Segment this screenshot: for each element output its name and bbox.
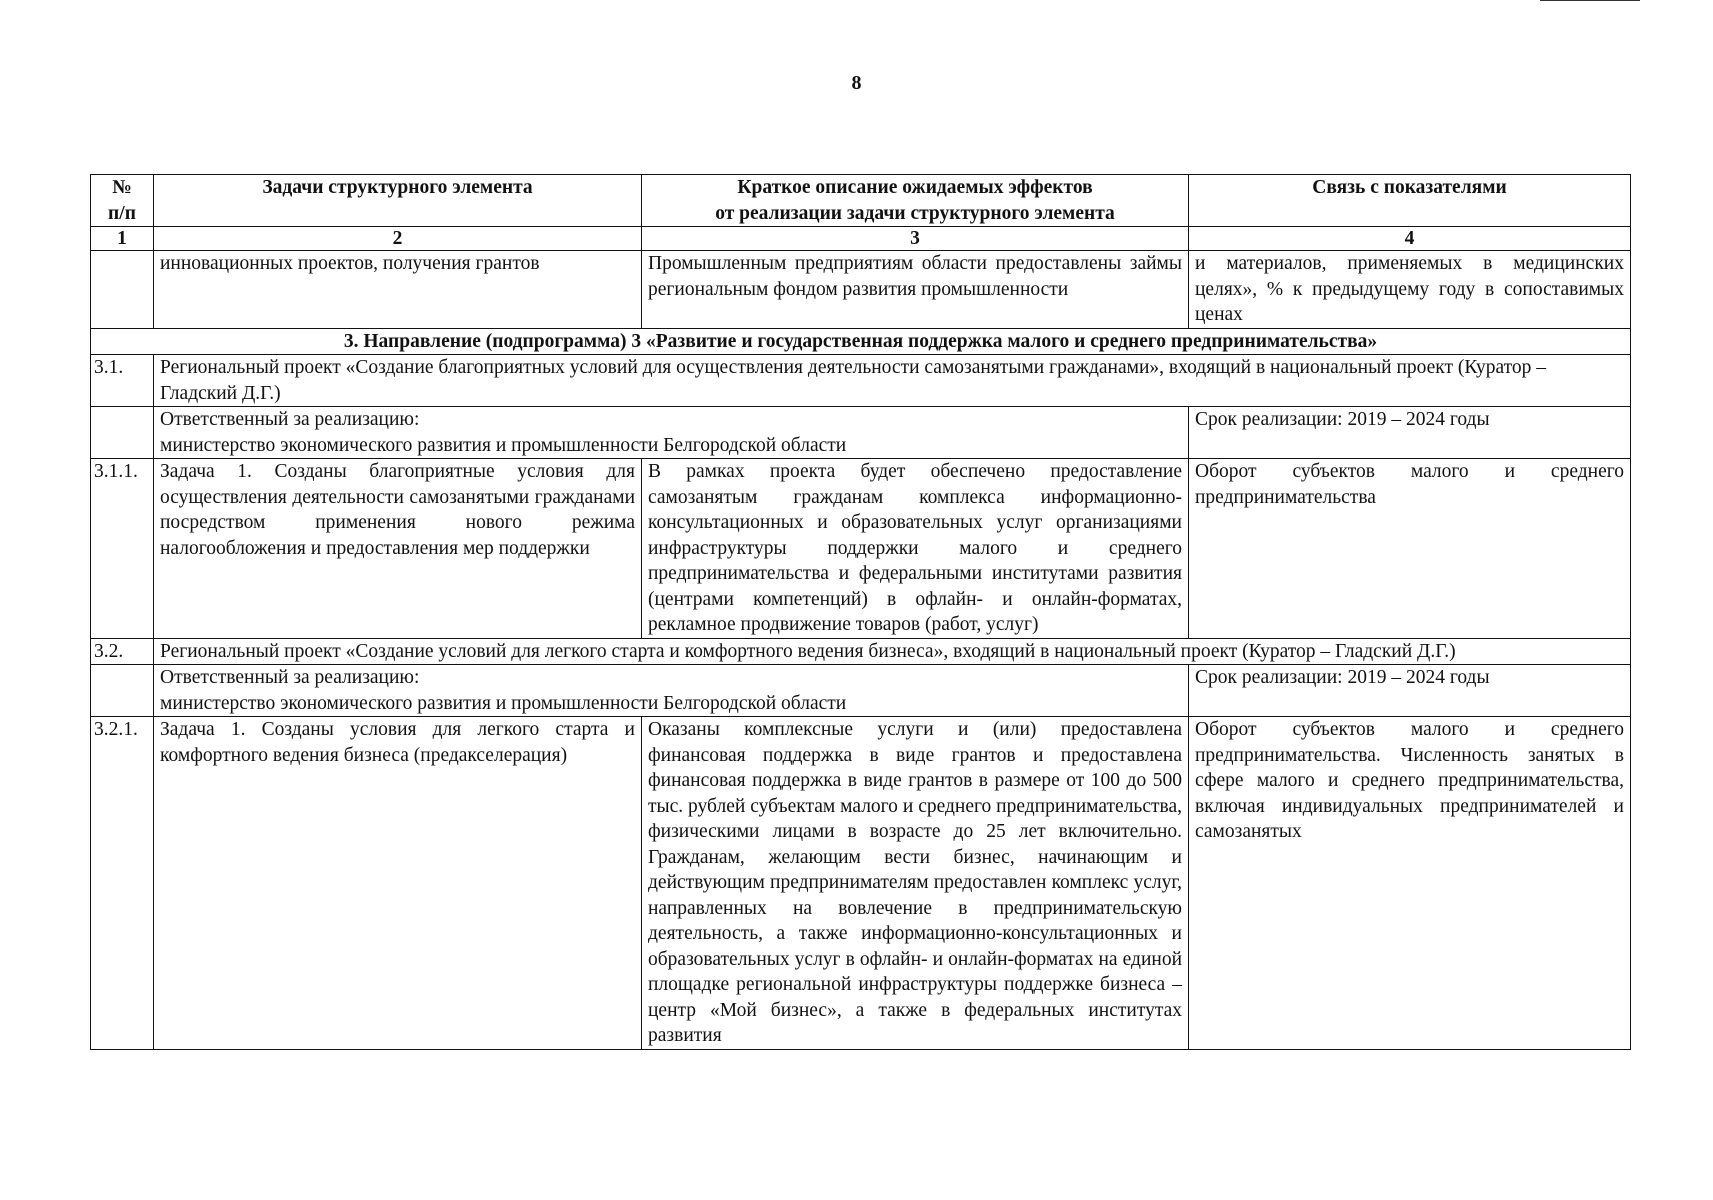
column-number-row bbox=[91, 227, 1631, 251]
row-number-empty bbox=[91, 251, 154, 329]
structural-elements-table bbox=[90, 174, 1631, 1050]
responsible-cell bbox=[154, 665, 1189, 717]
row-number: 3.1.1. bbox=[91, 459, 154, 639]
task-cell: Задача 1. Созданы условия для легкого старта и комфортного ведения бизнеса (предакселерация) bbox=[154, 717, 642, 1050]
implementation-term: Срок реализации: 2019 – 2024 годы bbox=[1189, 665, 1631, 717]
task-cell: Задача 1. Созданы благоприятные условия для осуществления деятельности самозанятыми гражданами посредством применения нового режима налогообложения и предоставления мер поддержки bbox=[154, 459, 642, 639]
responsible-label: Ответственный за реализацию: bbox=[160, 667, 420, 688]
page-number: 8 bbox=[851, 72, 862, 94]
column-number-2: 2 bbox=[154, 227, 642, 251]
responsible-label: Ответственный за реализацию: bbox=[160, 409, 420, 430]
header-tasks: Задачи структурного элемента bbox=[154, 175, 642, 227]
table-row-continuation bbox=[91, 251, 1631, 329]
indicator-cell: Оборот субъектов малого и среднего предпринимательства bbox=[1189, 459, 1631, 639]
project-description: Региональный проект «Создание благоприятных условий для осуществления деятельности самозанятыми гражданами», входящий в национальный проект (Куратор – Гладский Д.Г.) bbox=[154, 355, 1631, 407]
responsible-row-3-1 bbox=[91, 407, 1631, 459]
column-number-3: 3 bbox=[642, 227, 1189, 251]
header-effects-line2: от реализации задачи структурного элемента bbox=[715, 202, 1115, 224]
project-description: Региональный проект «Создание условий для легкого старта и комфортного ведения бизнеса», входящий в национальный проект (Куратор – Гладский Д.Г.) bbox=[154, 638, 1631, 665]
project-row-3-2 bbox=[91, 638, 1631, 665]
responsible-row-3-2 bbox=[91, 665, 1631, 717]
row-number: 3.2.1. bbox=[91, 717, 154, 1050]
implementation-term: Срок реализации: 2019 – 2024 годы bbox=[1189, 407, 1631, 459]
row-number: 3.1. bbox=[91, 355, 154, 407]
table-header-row bbox=[91, 175, 1631, 227]
top-edge-rule bbox=[1540, 0, 1640, 1]
task-cell: инновационных проектов, получения грантов bbox=[154, 251, 642, 329]
row-number: 3.2. bbox=[91, 638, 154, 665]
effect-cell: В рамках проекта будет обеспечено предоставление самозанятым гражданам комплекса информационно-консультационных и образовательных услуг организациями инфраструктуры поддержки малого и среднего предпринимательства и федеральными институтами развития (центрами компетенций) в офлайн- и онлайн-форматах, рекламное продвижение товаров (работ, услуг) bbox=[642, 459, 1189, 639]
responsible-cell bbox=[154, 407, 1189, 459]
project-row-3-1 bbox=[91, 355, 1631, 407]
indicator-cell: Оборот субъектов малого и среднего предпринимательства. Численность занятых в сфере малого и среднего предпринимательства, включая индивидуальных предпринимателей и самозанятых bbox=[1189, 717, 1631, 1050]
row-number-empty bbox=[91, 407, 154, 459]
header-effects bbox=[642, 175, 1189, 227]
section-title: 3. Направление (подпрограмма) 3 «Развитие и государственная поддержка малого и среднего предпринимательства» bbox=[91, 328, 1631, 355]
column-number-1: 1 bbox=[91, 227, 154, 251]
header-number-line1: № bbox=[112, 177, 132, 198]
task-row-3-2-1 bbox=[91, 717, 1631, 1050]
header-number bbox=[91, 175, 154, 227]
column-number-4: 4 bbox=[1189, 227, 1631, 251]
indicator-cell: и материалов, применяемых в медицинских целях», % к предыдущему году в сопоставимых ценах bbox=[1189, 251, 1631, 329]
responsible-ministry: министерство экономического развития и промышленности Белгородской области bbox=[160, 692, 847, 714]
section-heading-row bbox=[91, 328, 1631, 355]
header-indicators: Связь с показателями bbox=[1189, 175, 1631, 227]
responsible-ministry: министерство экономического развития и промышленности Белгородской области bbox=[160, 434, 847, 456]
effect-cell: Промышленным предприятиям области предоставлены займы региональным фондом развития промышленности bbox=[642, 251, 1189, 329]
task-row-3-1-1 bbox=[91, 459, 1631, 639]
header-effects-line1: Краткое описание ожидаемых эффектов bbox=[737, 177, 1093, 198]
effect-cell: Оказаны комплексные услуги и (или) предоставлена финансовая поддержка в виде грантов и предоставлена финансовая поддержка в виде грантов в размере от 100 до 500 тыс. рублей субъектам малого и среднего предпринимательства, физическими лицами в возрасте до 25 лет включительно. Гражданам, желающим вести бизнес, начинающим и действующим предпринимателям предоставлен комплекс услуг, направленных на вовлечение в предпринимательскую деятельность, а также информационно-консультационных и образовательных услуг в офлайн- и онлайн-форматах на единой площадке региональной инфраструктуры поддержке бизнеса – центр «Мой бизнес», а также в федеральных институтах развития bbox=[642, 717, 1189, 1050]
row-number-empty bbox=[91, 665, 154, 717]
header-number-line2: п/п bbox=[108, 202, 136, 224]
